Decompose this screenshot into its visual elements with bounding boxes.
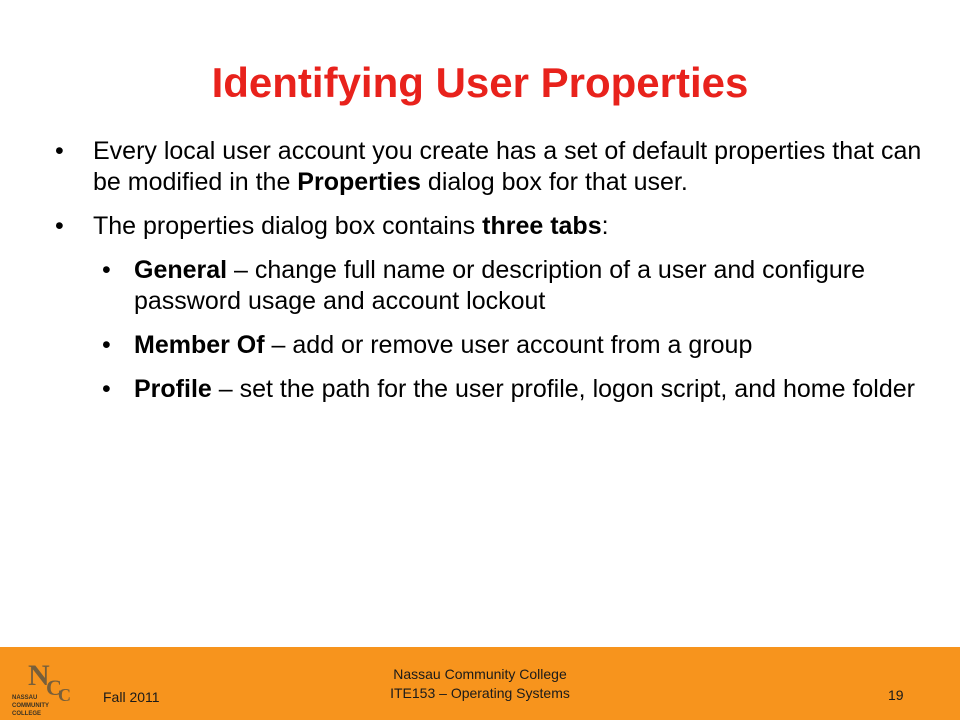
svg-text:C: C [58, 685, 71, 705]
footer-bar [0, 647, 960, 720]
page-number: 19 [888, 687, 904, 703]
slide-body [52, 136, 932, 418]
sub-bullet-term: Member Of [134, 331, 265, 359]
sub-bullet-profile [52, 374, 924, 405]
bullet-emphasis: Properties [297, 168, 421, 196]
sub-bullet-text: – change full name or description of a user and configure password usage and account lockout [134, 256, 865, 315]
ncc-logo-icon [10, 655, 80, 717]
bullet-three-tabs [52, 211, 923, 242]
bullet-emphasis: three tabs [482, 212, 602, 240]
sub-bullet-text: – add or remove user account from a group [264, 331, 753, 359]
footer-course: ITE153 – Operating Systems [390, 685, 570, 701]
sub-bullet-text: – set the path for the user profile, logon script, and home folder [211, 375, 915, 403]
svg-text:N: N [28, 659, 50, 692]
bullet-dot: • [55, 137, 64, 165]
bullet-text: The properties dialog box contains [93, 212, 483, 240]
footer-center [340, 665, 620, 703]
svg-text:COLLEGE: COLLEGE [12, 711, 42, 717]
bullet-dot: • [102, 375, 111, 403]
sub-bullet-term: General [134, 256, 228, 284]
footer-college: Nassau Community College [393, 666, 567, 682]
svg-text:C: C [46, 675, 62, 700]
bullet-dot: • [102, 331, 111, 359]
bullet-dot: • [102, 256, 111, 284]
sub-bullet-general [52, 255, 924, 317]
bullet-text: Every local user account you create has a set of default properties that can be modified in the [93, 137, 922, 196]
bullet-text: : [601, 212, 609, 240]
bullet-default-properties [52, 136, 923, 198]
slide-title: Identifying User Properties [211, 59, 749, 106]
svg-text:COMMUNITY: COMMUNITY [12, 703, 49, 709]
svg-text:NASSAU: NASSAU [12, 695, 38, 701]
bullet-dot: • [55, 212, 64, 240]
sub-bullet-term: Profile [134, 375, 212, 403]
sub-bullet-member-of [52, 330, 924, 361]
bullet-text: dialog box for that user. [420, 168, 688, 196]
footer-term: Fall 2011 [103, 689, 160, 705]
